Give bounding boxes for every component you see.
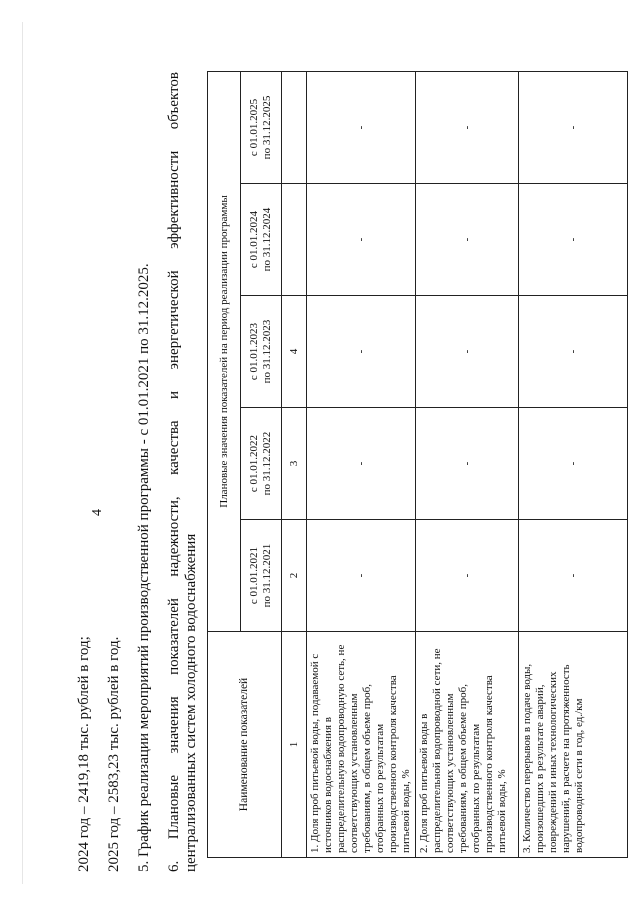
header-period-2024: с 01.01.2024 по 31.12.2024	[241, 184, 282, 296]
indicator-value: -	[519, 71, 628, 183]
section-6-heading	[166, 72, 200, 872]
indicator-name: 2. Доля проб питьевой воды в распределительной водопроводной сети, не соответствующих установленным требованиям, в общем объеме проб, отобранных по результатам производственного контроля качества питьевой воды, %	[416, 632, 519, 858]
indicators-table	[207, 71, 628, 858]
header-group: Плановые значения показателей на период реализации программы	[208, 71, 241, 631]
schedule-line: 5. График реализации мероприятий производственной программы - с 01.01.2021 по 31.12.2025.	[136, 263, 152, 872]
table-row	[307, 71, 416, 857]
header-period-2023: с 01.01.2023 по 31.12.2023	[241, 296, 282, 408]
indicator-value: -	[519, 520, 628, 632]
indicator-value: -	[416, 520, 519, 632]
indicator-value: -	[519, 408, 628, 520]
header-period-2022: с 01.01.2022 по 31.12.2022	[241, 408, 282, 520]
indicator-value: -	[307, 296, 416, 408]
column-number	[282, 184, 307, 296]
header-name: Наименование показателей	[208, 632, 282, 858]
indicator-value: -	[307, 520, 416, 632]
indicator-value: -	[519, 296, 628, 408]
section-6-heading-part1: 6. Плановые значения показателей надежности, качества и энергетической эффективности объектов	[166, 72, 182, 872]
column-number	[282, 71, 307, 183]
indicator-value: -	[416, 296, 519, 408]
column-number: 1	[282, 632, 307, 858]
indicator-value: -	[519, 184, 628, 296]
indicator-value: -	[416, 408, 519, 520]
rotated-page	[64, 52, 624, 872]
column-number: 2	[282, 520, 307, 632]
indicator-value: -	[307, 408, 416, 520]
table-row	[416, 71, 519, 857]
table-row	[519, 71, 628, 857]
page-number: 4	[90, 509, 105, 516]
indicator-value: -	[416, 71, 519, 183]
budget-line-2025: 2025 год – 2583,23 тыс. рублей в год.	[106, 636, 122, 872]
indicator-value: -	[416, 184, 519, 296]
header-period-2025: с 01.01.2025 по 31.12.2025	[241, 71, 282, 183]
column-number: 4	[282, 296, 307, 408]
budget-line-2024: 2024 год – 2419,18 тыс. рублей в год;	[76, 636, 92, 872]
indicator-name: 1. Доля проб питьевой воды, подаваемой с источников водоснабжения в распределительную водопроводную сеть, не соответствующих установленным требованиям, в общем объеме проб, отобранных по результатам производственного контроля качества питьевой воды, %	[307, 632, 416, 858]
column-number: 3	[282, 408, 307, 520]
indicator-value: -	[307, 71, 416, 183]
header-period-2021: с 01.01.2021 по 31.12.2021	[241, 520, 282, 632]
column-number-row	[282, 71, 307, 857]
section-6-heading-part2: централизованных систем холодного водоснабжения	[183, 533, 199, 872]
indicator-name: 3. Количество перерывов в подаче воды, произошедших в результате аварий, повреждений и иных технологических нарушений, в расчете на протяженность водопроводной сети в год, ед./км	[519, 632, 628, 858]
indicator-value: -	[307, 184, 416, 296]
